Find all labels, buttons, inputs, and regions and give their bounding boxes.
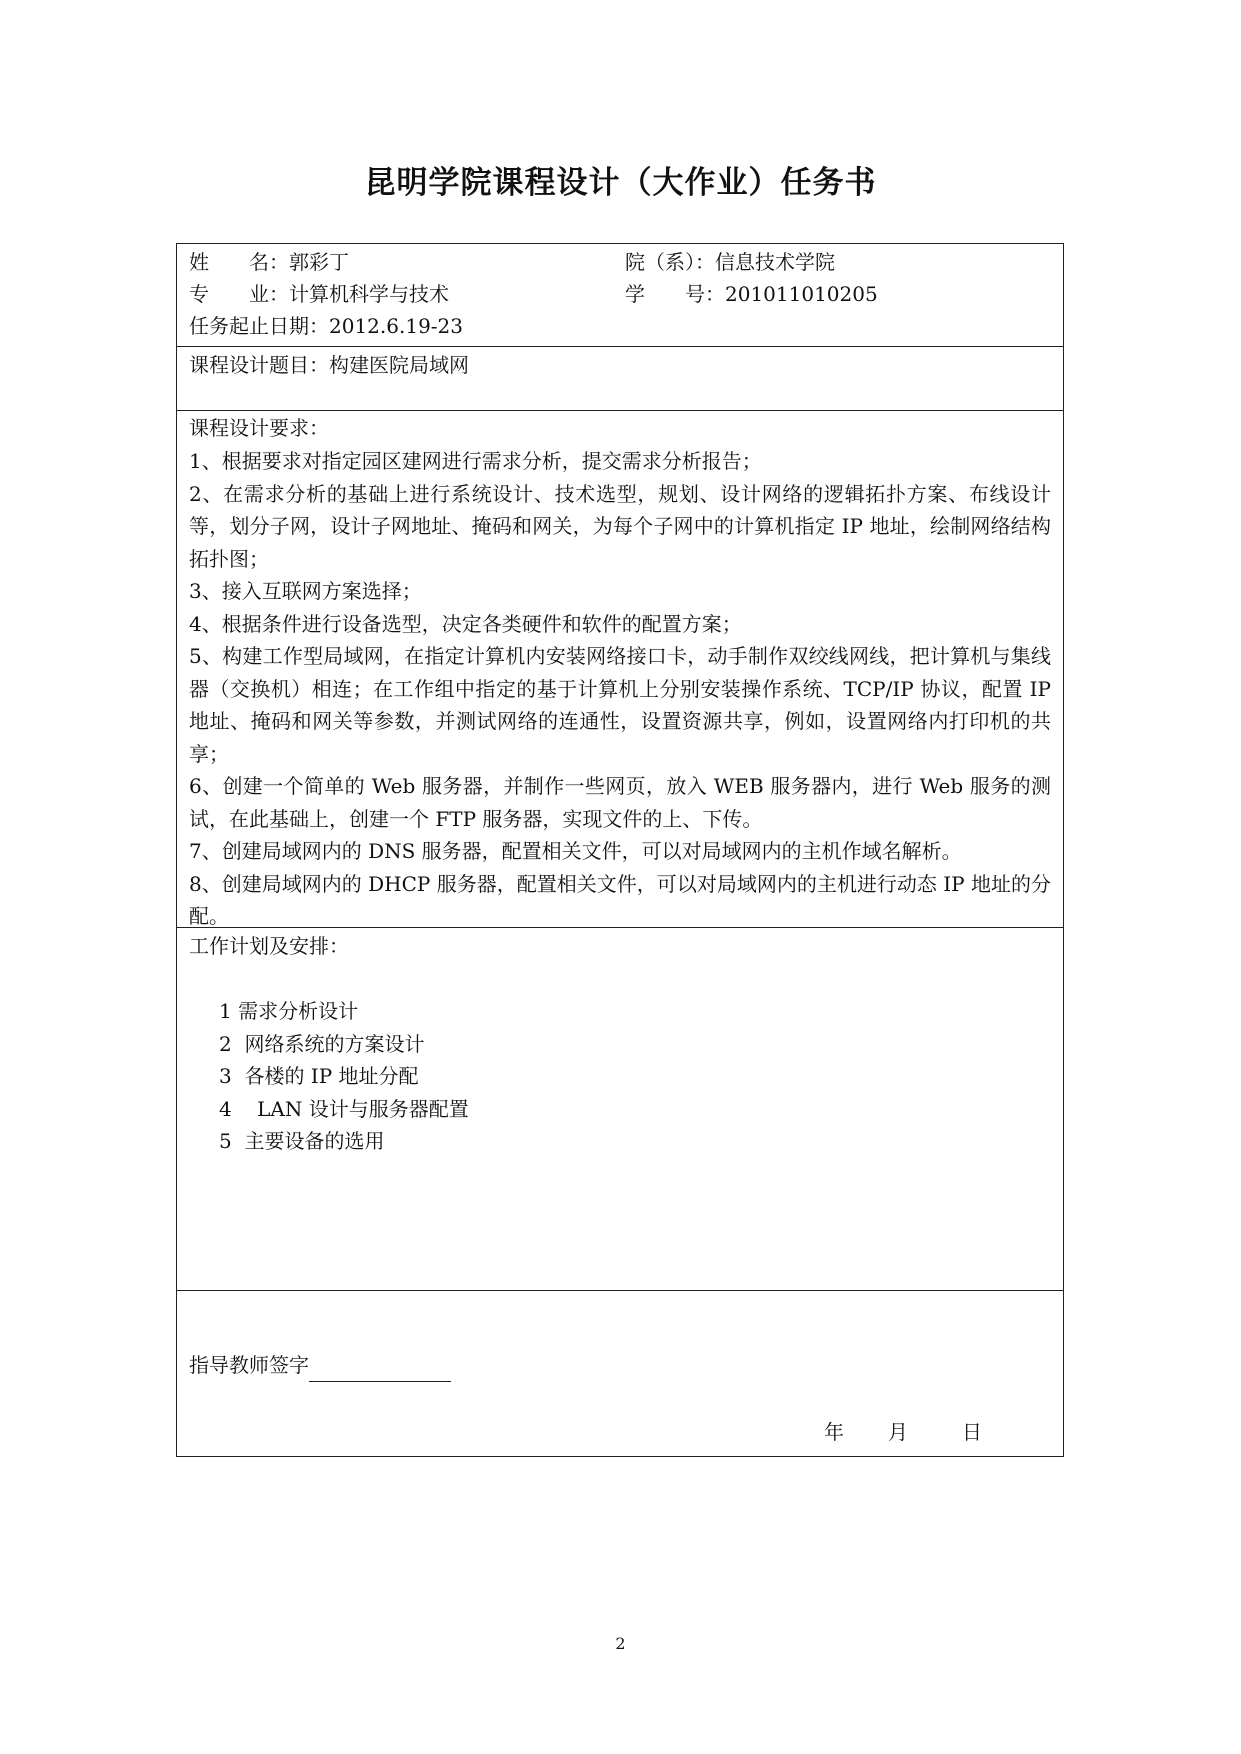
major-field	[189, 278, 449, 311]
work-plan-list	[189, 995, 1063, 1158]
student-id-field	[625, 278, 878, 311]
topic-field	[189, 349, 1063, 382]
student-info-grid	[189, 246, 1063, 345]
department-label: 院（系）：	[625, 250, 715, 274]
topic-value: 构建医院局域网	[329, 353, 469, 377]
student-id-value: 201011010205	[725, 282, 878, 306]
work-plan-section	[177, 928, 1063, 1291]
student-info-section	[177, 244, 1063, 347]
requirement-item: 6、创建一个简单的 Web 服务器，并制作一些网页，放入 WEB 服务器内，进行 Web 服务的测试，在此基础上，创建一个 FTP 服务器，实现文件的上、下传。	[189, 774, 1051, 831]
teacher-signature-line	[309, 1357, 451, 1382]
signature-year-label: 年	[824, 1420, 844, 1444]
name-label: 姓 名：	[189, 250, 289, 274]
signature-month-label: 月	[888, 1420, 908, 1444]
requirement-item: 5、构建工作型局域网，在指定计算机内安装网络接口卡，动手制作双绞线网线，把计算机与集线器（交换机）相连；在工作组中指定的基于计算机上分别安装操作系统、TCP/IP 协议，配置 IP 地址、掩码和网关等参数，并测试网络的连通性，设置资源共享，例如，设置网络内打印机的共享；	[189, 644, 1051, 766]
student-id-label: 学 号：	[625, 282, 725, 306]
task-date-field	[189, 310, 463, 343]
work-plan-item: 5 主要设备的选用	[219, 1129, 385, 1153]
work-plan-item: 4 LAN 设计与服务器配置	[219, 1096, 469, 1121]
requirements-label: 课程设计要求：	[189, 416, 329, 440]
signature-date	[824, 1416, 982, 1449]
topic-section	[177, 347, 1063, 411]
work-plan-item: 3 各楼的 IP 地址分配	[219, 1064, 419, 1088]
requirement-item: 4、根据条件进行设备选型，决定各类硬件和软件的配置方案；	[189, 611, 742, 636]
signature-section	[177, 1291, 1063, 1456]
department-field	[625, 246, 835, 279]
requirements-section	[177, 411, 1063, 928]
requirement-item: 2、在需求分析的基础上进行系统设计、技术选型，规划、设计网络的逻辑拓扑方案、布线设计等，划分子网，设计子网地址、掩码和网关，为每个子网中的计算机指定 IP 地址，绘制网络结构拓扑图；	[189, 481, 1051, 571]
task-date-label: 任务起止日期：	[189, 314, 329, 338]
teacher-signature-field	[189, 1349, 451, 1382]
department-value: 信息技术学院	[715, 250, 835, 274]
requirement-item: 1、根据要求对指定园区建网进行需求分析，提交需求分析报告；	[189, 449, 762, 473]
document-title: 昆明学院课程设计（大作业）任务书	[364, 165, 877, 201]
task-form-table	[176, 243, 1064, 1457]
name-field	[189, 246, 349, 279]
requirement-item: 3、接入互联网方案选择；	[189, 579, 422, 603]
page-number: 2	[615, 1634, 626, 1653]
work-plan-item: 2 网络系统的方案设计	[219, 1031, 425, 1056]
major-value: 计算机科学与技术	[289, 282, 449, 306]
topic-label: 课程设计题目：	[189, 353, 329, 377]
work-plan-label: 工作计划及安排：	[189, 934, 349, 958]
requirement-item: 7、创建局域网内的 DNS 服务器，配置相关文件，可以对局域网内的主机作域名解析。	[189, 839, 962, 863]
name-value: 郭彩丁	[289, 250, 349, 274]
requirement-item: 8、创建局域网内的 DHCP 服务器，配置相关文件，可以对局域网内的主机进行动态 IP 地址的分配。	[189, 871, 1051, 928]
major-label: 专 业：	[189, 282, 289, 306]
signature-day-label: 日	[962, 1420, 982, 1444]
task-date-value: 2012.6.19-23	[329, 314, 463, 338]
work-plan-item: 1 需求分析设计	[219, 999, 359, 1023]
teacher-signature-label: 指导教师签字	[189, 1353, 309, 1377]
